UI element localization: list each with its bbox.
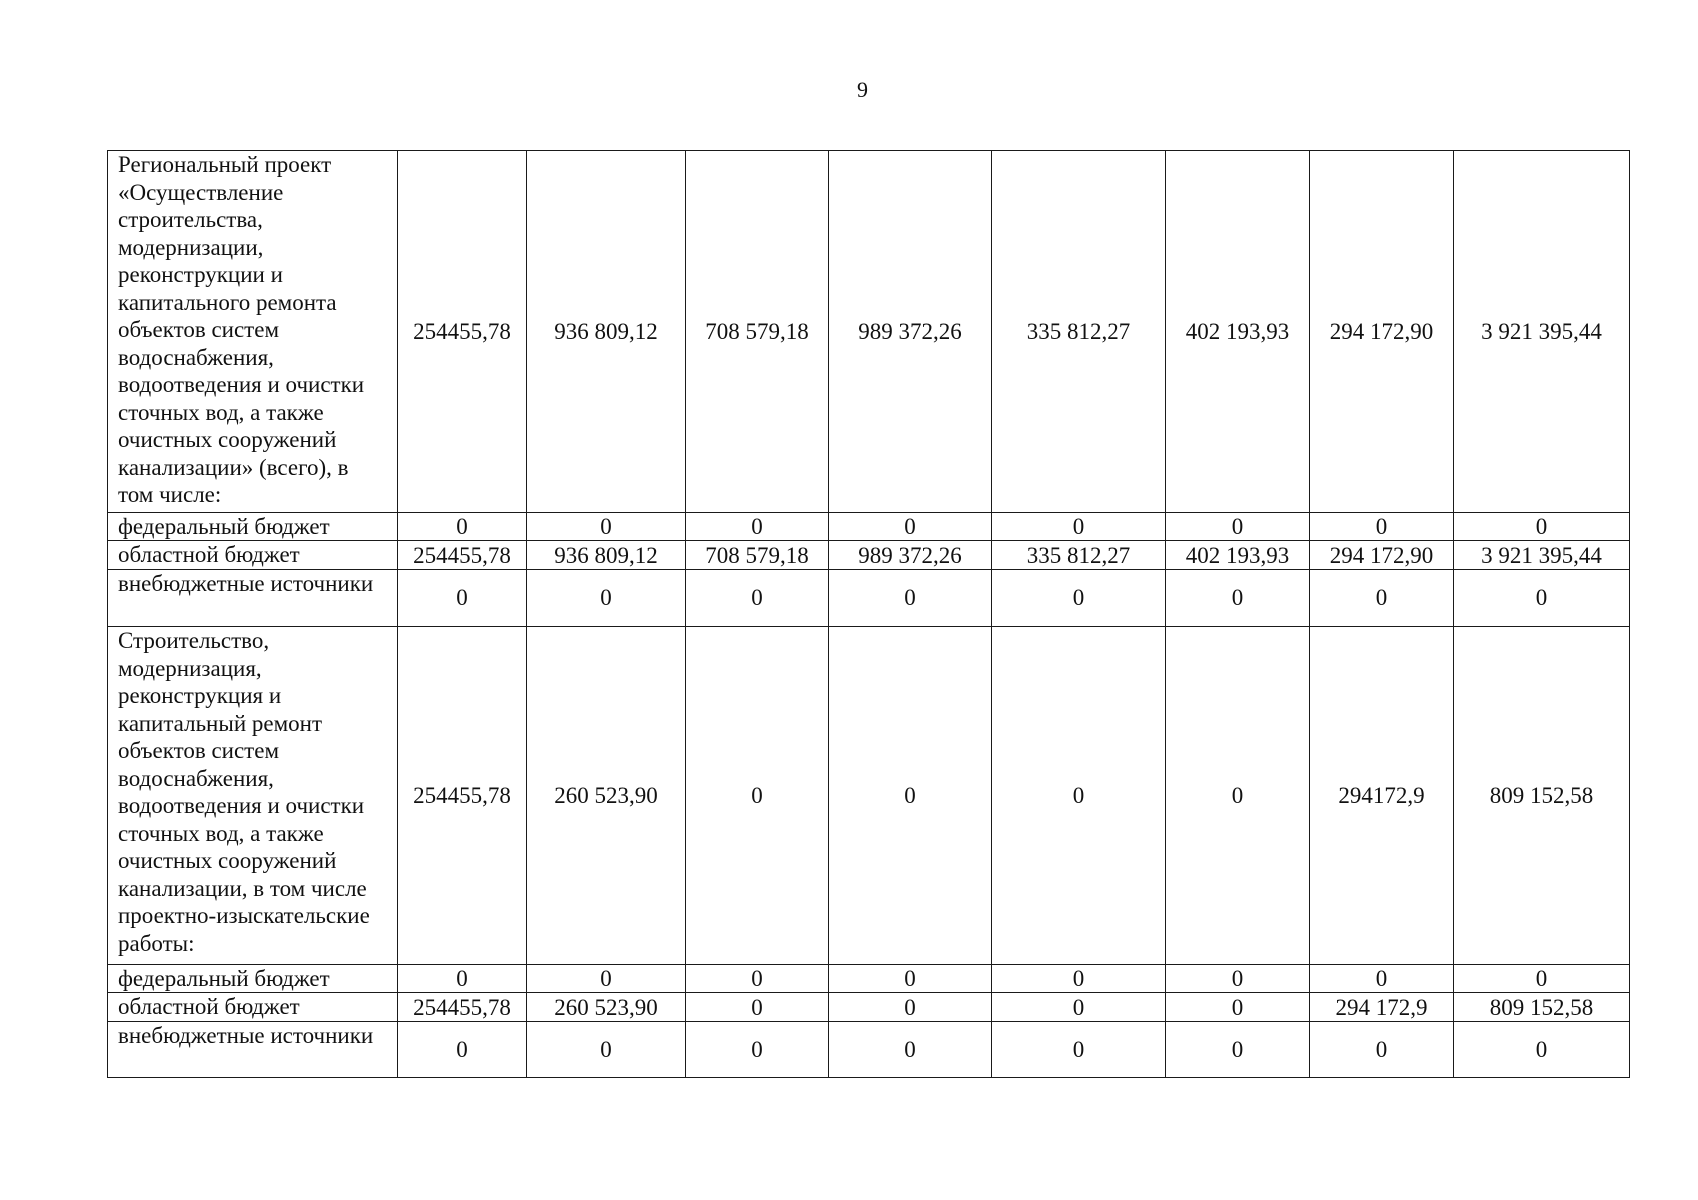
cell-value: 0 [686, 627, 829, 965]
cell-value: 0 [1166, 993, 1310, 1022]
cell-value: 0 [398, 513, 527, 541]
cell-value: 0 [1310, 570, 1454, 627]
cell-value: 0 [1454, 570, 1630, 627]
cell-value: 254455,78 [398, 993, 527, 1022]
cell-value: 0 [1166, 570, 1310, 627]
cell-value: 0 [527, 965, 686, 993]
cell-value: 335 812,27 [992, 541, 1166, 570]
cell-value: 0 [398, 965, 527, 993]
cell-value: 294172,9 [1310, 627, 1454, 965]
table-row-construction [108, 627, 1630, 965]
cell-value: 0 [527, 570, 686, 627]
cell-value: 0 [1310, 1022, 1454, 1078]
cell-value: 0 [1166, 1022, 1310, 1078]
cell-value: 0 [992, 627, 1166, 965]
cell-value: 0 [686, 570, 829, 627]
row-label: федеральный бюджет [108, 513, 398, 541]
cell-value: 335 812,27 [992, 151, 1166, 513]
cell-value: 0 [829, 513, 992, 541]
row-label: внебюджетные источники [108, 570, 398, 627]
cell-value: 0 [398, 1022, 527, 1078]
cell-value: 0 [829, 993, 992, 1022]
cell-value: 294 172,90 [1310, 541, 1454, 570]
cell-value: 0 [829, 965, 992, 993]
budget-table [107, 150, 1630, 1078]
table-row-extrabudgetary [108, 570, 1630, 627]
cell-value: 294 172,9 [1310, 993, 1454, 1022]
cell-value: 0 [527, 513, 686, 541]
cell-value: 402 193,93 [1166, 151, 1310, 513]
cell-value: 708 579,18 [686, 541, 829, 570]
cell-value: 0 [829, 627, 992, 965]
cell-value: 3 921 395,44 [1454, 541, 1630, 570]
table-row-regional-budget [108, 993, 1630, 1022]
cell-value: 0 [1166, 965, 1310, 993]
cell-value: 936 809,12 [527, 541, 686, 570]
cell-value: 809 152,58 [1454, 627, 1630, 965]
cell-value: 0 [1310, 513, 1454, 541]
cell-value: 0 [829, 570, 992, 627]
row-label: областной бюджет [108, 541, 398, 570]
cell-value: 254455,78 [398, 541, 527, 570]
cell-value: 989 372,26 [829, 151, 992, 513]
cell-value: 708 579,18 [686, 151, 829, 513]
cell-value: 254455,78 [398, 627, 527, 965]
cell-value: 0 [992, 570, 1166, 627]
table-row-federal-budget [108, 965, 1630, 993]
cell-value: 0 [1310, 965, 1454, 993]
row-label: федеральный бюджет [108, 965, 398, 993]
cell-value: 0 [686, 1022, 829, 1078]
cell-value: 260 523,90 [527, 627, 686, 965]
cell-value: 294 172,90 [1310, 151, 1454, 513]
cell-value: 0 [686, 993, 829, 1022]
cell-value: 260 523,90 [527, 993, 686, 1022]
cell-value: 0 [1454, 513, 1630, 541]
cell-value: 0 [527, 1022, 686, 1078]
cell-value: 0 [992, 513, 1166, 541]
cell-value: 989 372,26 [829, 541, 992, 570]
row-label: Строительство, модернизация, реконструкция и капитальный ремонт объектов систем водоснабжения, водоотведения и очистки сточных вод, а также очистных сооружений канализации, в том числе проектно-изыскательские работы: [108, 627, 398, 965]
table-row-federal-budget [108, 513, 1630, 541]
cell-value: 0 [992, 965, 1166, 993]
cell-value: 0 [1454, 1022, 1630, 1078]
cell-value: 0 [1454, 965, 1630, 993]
cell-value: 0 [992, 993, 1166, 1022]
cell-value: 0 [398, 570, 527, 627]
cell-value: 254455,78 [398, 151, 527, 513]
cell-value: 0 [992, 1022, 1166, 1078]
page-number: 9 [857, 77, 868, 102]
row-label: Региональный проект «Осуществление строительства, модернизации, реконструкции и капитального ремонта объектов систем водоснабжения, водоотведения и очистки сточных вод, а также очистных сооружений канализации» (всего), в том числе: [108, 151, 398, 513]
table-row-regional-budget [108, 541, 1630, 570]
cell-value: 809 152,58 [1454, 993, 1630, 1022]
table-row-regional-project [108, 151, 1630, 513]
row-label: внебюджетные источники [108, 1022, 398, 1078]
cell-value: 402 193,93 [1166, 541, 1310, 570]
cell-value: 0 [1166, 627, 1310, 965]
cell-value: 3 921 395,44 [1454, 151, 1630, 513]
cell-value: 0 [829, 1022, 992, 1078]
cell-value: 0 [686, 513, 829, 541]
cell-value: 936 809,12 [527, 151, 686, 513]
row-label: областной бюджет [108, 993, 398, 1022]
cell-value: 0 [1166, 513, 1310, 541]
table-row-extrabudgetary [108, 1022, 1630, 1078]
cell-value: 0 [686, 965, 829, 993]
